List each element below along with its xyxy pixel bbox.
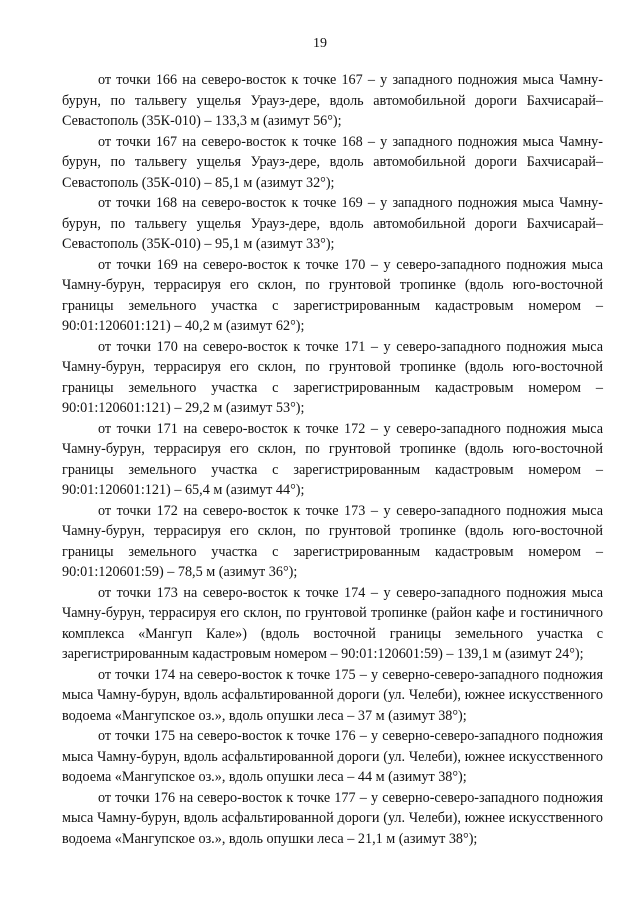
boundary-segment-170-171: от точки 170 на северо-восток к точке 171 – у северо-западного подножия мыса Чамну-бурун, террасируя его склон, по грунтовой тропинке (вдоль юго-восточной границы земельного участка с зарегистрированным кадастровым номером – 90:01:120601:121) – 29,2 м (азимут 53°); bbox=[62, 338, 603, 416]
boundary-segment-176-177: от точки 176 на северо-восток к точке 177 – у северно-северо-западного подножия мыса Чамну-бурун, вдоль асфальтированной дороги (ул. Челеби), южнее искусственного водоема «Мангупское оз.», вдоль опушки леса – 21,1 м (азимут 38°); bbox=[62, 789, 603, 847]
page-number: 19 bbox=[313, 36, 327, 51]
boundary-segment-171-172: от точки 171 на северо-восток к точке 172 – у северо-западного подножия мыса Чамну-бурун, террасируя его склон, по грунтовой тропинке (вдоль юго-восточной границы земельного участка с зарегистрированным кадастровым номером – 90:01:120601:121) – 65,4 м (азимут 44°); bbox=[62, 420, 603, 498]
document-body bbox=[62, 70, 603, 849]
boundary-segment-175-176: от точки 175 на северо-восток к точке 176 – у северно-северо-западного подножия мыса Чамну-бурун, вдоль асфальтированной дороги (ул. Челеби), южнее искусственного водоема «Мангупское оз.», вдоль опушки леса – 44 м (азимут 38°); bbox=[62, 728, 603, 785]
boundary-segment-168-169: от точки 168 на северо-восток к точке 169 – у западного подножия мыса Чамну-бурун, по тальвегу ущелья Урауз-дере, вдоль автомобильной дороги Бахчисарай–Севастополь (35К-010) – 95,1 м (азимут 33°); bbox=[62, 195, 603, 252]
boundary-segment-167-168: от точки 167 на северо-восток к точке 168 – у западного подножия мыса Чамну-бурун, по тальвегу ущелья Урауз-дере, вдоль автомобильной дороги Бахчисарай–Севастополь (35К-010) – 85,1 м (азимут 32°); bbox=[62, 133, 603, 191]
boundary-segment-174-175: от точки 174 на северо-восток к точке 175 – у северно-северо-западного подножия мыса Чамну-бурун, вдоль асфальтированной дороги (ул. Челеби), южнее искусственного водоема «Мангупское оз.», вдоль опушки леса – 37 м (азимут 38°); bbox=[62, 666, 603, 724]
boundary-segment-173-174: от точки 173 на северо-восток к точке 174 – у северо-западного подножия мыса Чамну-бурун, террасируя его склон, по грунтовой тропинке (район кафе и гостиничного комплекса «Мангуп Кале») (вдоль восточной границы земельного участка с зарегистрированным кадастровым номером – 90:01:120601:59) – 139,1 м (азимут 24°); bbox=[62, 584, 603, 662]
boundary-segment-172-173: от точки 172 на северо-восток к точке 173 – у северо-западного подножия мыса Чамну-бурун, террасируя его склон, по грунтовой тропинке (вдоль юго-восточной границы земельного участка с зарегистрированным кадастровым номером – 90:01:120601:59) – 78,5 м (азимут 36°); bbox=[62, 502, 603, 580]
boundary-segment-166-167: от точки 166 на северо-восток к точке 167 – у западного подножия мыса Чамну-бурун, по тальвегу ущелья Урауз-дере, вдоль автомобильной дороги Бахчисарай–Севастополь (35К-010) – 133,3 м (азимут 56°); bbox=[62, 72, 603, 129]
boundary-segment-169-170: от точки 169 на северо-восток к точке 170 – у северо-западного подножия мыса Чамну-бурун, террасируя его склон, по грунтовой тропинке (вдоль юго-восточной границы земельного участка с зарегистрированным кадастровым номером – 90:01:120601:121) – 40,2 м (азимут 62°); bbox=[62, 256, 603, 334]
